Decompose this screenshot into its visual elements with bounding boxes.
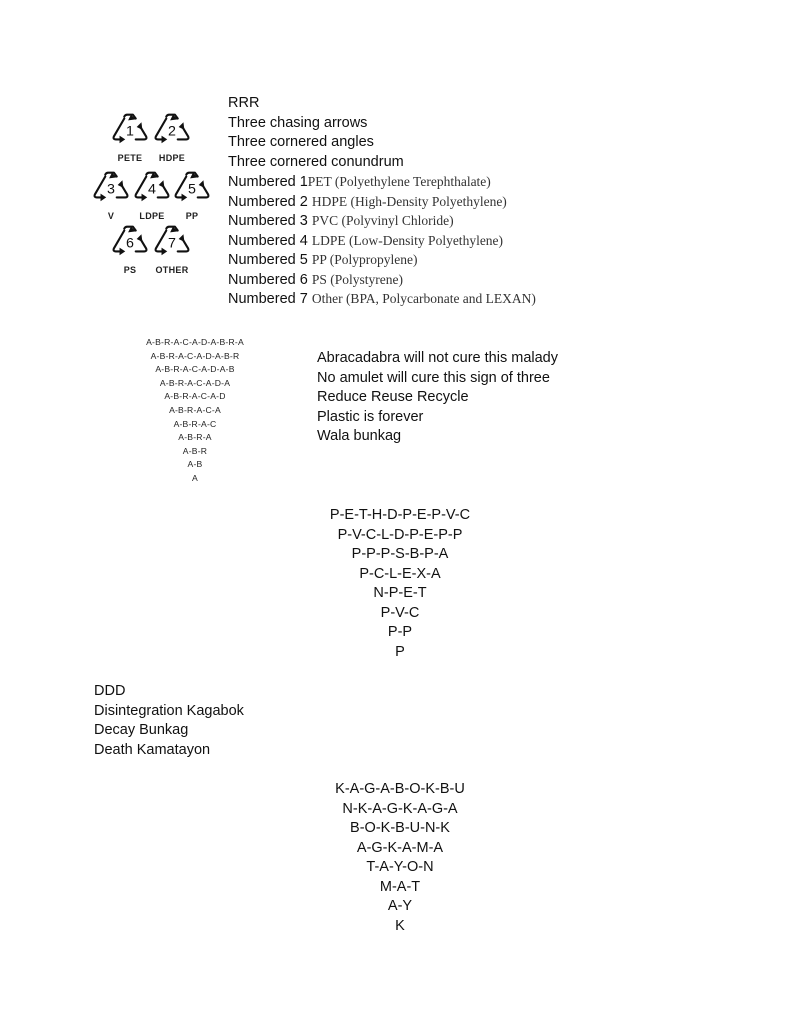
abracadabra-row: A-B-R-A-C-A-D-A-B-R-A bbox=[146, 337, 244, 347]
abracadabra-row: A-B-R-A-C-A-D bbox=[164, 391, 226, 402]
plastic-description: HDPE (High-Density Polyethylene) bbox=[311, 193, 507, 209]
verse-line: Reduce Reuse Recycle bbox=[317, 389, 469, 405]
recycle-3-label: V bbox=[107, 211, 115, 221]
kagabok-triangle-row: A-G-K-A-M-A bbox=[356, 839, 444, 856]
plastic-triangle-row: P-V-C bbox=[380, 604, 420, 621]
rrr-stanza bbox=[228, 94, 788, 309]
rrr-line: Three chasing arrows bbox=[228, 114, 368, 131]
numbered-line bbox=[228, 172, 788, 192]
verse-stanza bbox=[317, 349, 777, 447]
plastic-triangle-row: P bbox=[395, 643, 405, 660]
rrr-line: Three cornered conundrum bbox=[228, 153, 404, 170]
recycle-6-number: 6 bbox=[126, 235, 134, 252]
abracadabra-row: A bbox=[192, 472, 198, 483]
ddd-line: Death Kamatayon bbox=[94, 741, 211, 758]
recycle-2-number: 2 bbox=[168, 123, 176, 140]
numbered-label: Numbered 1 bbox=[228, 174, 308, 190]
kagabok-triangle-row: K bbox=[395, 917, 405, 934]
numbered-line bbox=[228, 289, 788, 309]
recycle-5-icon bbox=[172, 170, 212, 228]
abracadabra-row: A-B-R-A-C-A-D-A-B bbox=[155, 364, 235, 375]
abracadabra-row: A-B-R bbox=[182, 445, 208, 456]
ddd-line: Disintegration Kagabok bbox=[94, 702, 244, 719]
recycle-1-label: PETE bbox=[117, 153, 143, 163]
recycle-7-icon bbox=[152, 224, 192, 282]
kagabok-triangle-row: M-A-T bbox=[379, 878, 421, 895]
numbered-label: Numbered 6 bbox=[228, 271, 312, 288]
recycle-7-label: OTHER bbox=[155, 265, 189, 275]
recycle-4-label: LDPE bbox=[139, 211, 165, 221]
recycle-7-number: 7 bbox=[168, 235, 176, 252]
abracadabra-row: A-B-R-A-C-A bbox=[169, 404, 221, 415]
numbered-line bbox=[228, 192, 788, 212]
verse-line: No amulet will cure this sign of three bbox=[317, 369, 550, 386]
plastic-description: PP (Polypropylene) bbox=[311, 252, 418, 267]
plastic-code-triangle bbox=[250, 506, 550, 662]
kagabok-triangle-row: T-A-Y-O-N bbox=[366, 859, 434, 875]
numbered-label: Numbered 2 bbox=[228, 193, 312, 210]
rrr-line: RRR bbox=[228, 95, 260, 111]
abracadabra-row: A-B-R-A bbox=[178, 432, 212, 443]
plastic-description: Other (BPA, Polycarbonate and LEXAN) bbox=[311, 291, 536, 306]
verse-line: Plastic is forever bbox=[317, 408, 424, 425]
recycle-6-label: PS bbox=[123, 265, 137, 275]
numbered-label: Numbered 7 bbox=[228, 291, 312, 307]
recycle-5-number: 5 bbox=[188, 181, 196, 198]
abracadabra-row: A-B bbox=[187, 459, 203, 470]
kagabok-triangle-row: K-A-G-A-B-O-K-B-U bbox=[335, 781, 465, 797]
ddd-stanza bbox=[94, 682, 494, 760]
verse-line: Abracadabra will not cure this malady bbox=[317, 350, 558, 366]
plastic-triangle-row: P-P-P-S-B-P-A bbox=[351, 546, 449, 562]
plastic-triangle-row: P-P bbox=[387, 624, 413, 640]
recycle-2-label: HDPE bbox=[158, 153, 186, 163]
abracadabra-row: A-B-R-A-C-A-D-A-B-R bbox=[150, 350, 240, 361]
plastic-triangle-row: P-V-C-L-D-P-E-P-P bbox=[337, 526, 463, 543]
abracadabra-row: A-B-R-A-C bbox=[173, 418, 217, 429]
recycle-2-icon bbox=[152, 112, 192, 170]
plastic-description: LDPE (Low-Density Polyethylene) bbox=[311, 232, 504, 248]
numbered-line bbox=[228, 211, 788, 231]
recycling-symbols bbox=[92, 112, 216, 282]
rrr-line: Three cornered angles bbox=[228, 134, 374, 150]
numbered-line bbox=[228, 270, 788, 290]
numbered-label: Numbered 5 bbox=[228, 252, 312, 268]
numbered-line bbox=[228, 231, 788, 251]
numbered-label: Numbered 4 bbox=[228, 232, 312, 249]
ddd-line: Decay Bunkag bbox=[94, 722, 189, 738]
plastic-triangle-row: P-E-T-H-D-P-E-P-V-C bbox=[329, 507, 471, 523]
recycle-5-label: PP bbox=[185, 211, 199, 221]
numbered-line bbox=[228, 250, 788, 270]
verse-line: Wala bunkag bbox=[317, 428, 402, 444]
kagabok-triangle-row: A-Y bbox=[387, 898, 413, 914]
kagabok-triangle bbox=[250, 780, 550, 936]
recycle-4-number: 4 bbox=[148, 181, 156, 198]
plastic-description: PVC (Polyvinyl Chloride) bbox=[311, 213, 454, 228]
plastic-triangle-row: N-P-E-T bbox=[373, 585, 427, 601]
plastic-triangle-row: P-C-L-E-X-A bbox=[359, 565, 441, 582]
plastic-description: PET (Polyethylene Terephthalate) bbox=[307, 174, 491, 189]
plastic-description: PS (Polystyrene) bbox=[311, 271, 403, 287]
abracadabra-row: A-B-R-A-C-A-D-A bbox=[159, 377, 231, 388]
ddd-line: DDD bbox=[94, 683, 126, 699]
numbered-label: Numbered 3 bbox=[228, 213, 312, 229]
recycle-3-number: 3 bbox=[107, 181, 115, 198]
recycle-1-number: 1 bbox=[126, 123, 134, 140]
kagabok-triangle-row: B-O-K-B-U-N-K bbox=[350, 820, 450, 836]
abracadabra-triangle bbox=[110, 336, 280, 486]
kagabok-triangle-row: N-K-A-G-K-A-G-A bbox=[342, 800, 458, 817]
